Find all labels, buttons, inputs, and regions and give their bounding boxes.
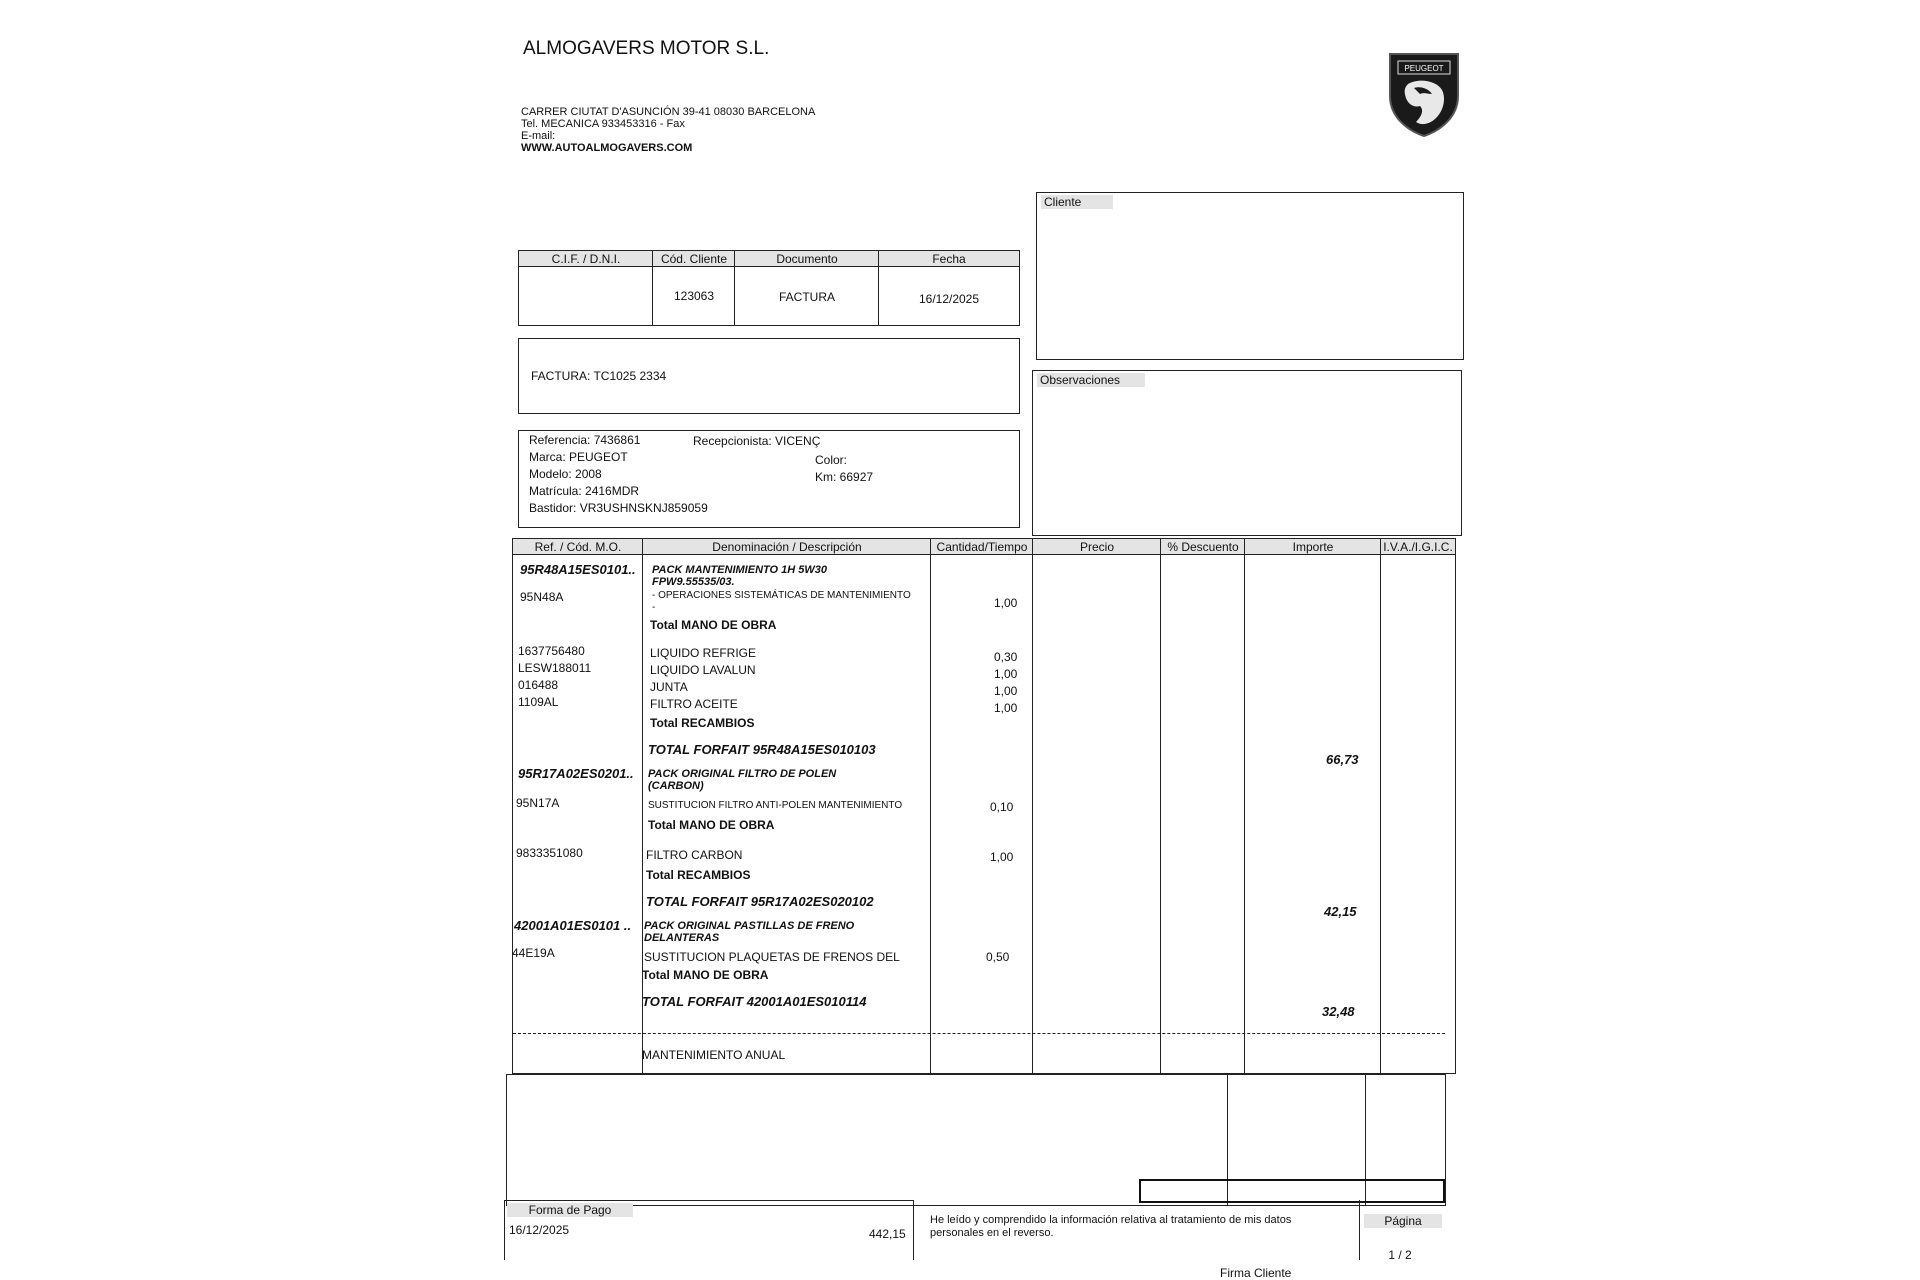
line-qty: 1,00: [994, 684, 1018, 698]
privacy-box: [912, 1200, 1360, 1280]
line-desc-b: FPW9.55535/03.: [652, 576, 735, 588]
line-desc-b: (CARBON): [648, 780, 704, 792]
line-qty: 1,00: [990, 850, 1014, 864]
pagina-value: 1 / 2: [1388, 1248, 1412, 1262]
line-qty: 1,00: [994, 667, 1018, 681]
line-desc: Total MANO DE OBRA: [642, 968, 769, 982]
line-total-forfait: TOTAL FORFAIT 95R48A15ES010103: [648, 742, 876, 757]
line-desc: Total MANO DE OBRA: [648, 818, 775, 832]
line-desc: [652, 590, 911, 614]
line-desc-b: -: [652, 602, 656, 613]
line-desc: FILTRO CARBON: [646, 848, 743, 862]
line-desc: [644, 920, 854, 944]
cliente-label: Cliente: [1041, 195, 1113, 209]
vehicle-info-box: [518, 430, 1020, 528]
line-desc: LIQUIDO REFRIGE: [650, 646, 757, 660]
line-ref: 1109AL: [518, 695, 559, 709]
line-qty: 0,50: [986, 950, 1010, 964]
logo-text: PEUGEOT: [1404, 64, 1444, 73]
col-header-iva: I.V.A./I.G.I.C.: [1381, 539, 1455, 555]
line-desc: JUNTA: [650, 680, 688, 694]
col-header-cif: C.I.F. / D.N.I.: [519, 251, 653, 267]
company-name: ALMOGAVERS MOTOR S.L.: [523, 38, 770, 59]
vehicle-marca: Marca: PEUGEOT: [529, 450, 628, 464]
line-desc-b: DELANTERAS: [644, 932, 720, 944]
line-ref: 016488: [518, 678, 559, 692]
line-ref: 95R17A02ES0201..: [518, 766, 634, 781]
vehicle-recepcionista: Recepcionista: VICENÇ: [693, 434, 821, 448]
line-ref: 44E19A: [512, 946, 555, 960]
line-ref: 95N17A: [516, 796, 560, 810]
forma-pago-label: Forma de Pago: [507, 1203, 633, 1217]
line-ref: 95N48A: [520, 590, 564, 604]
privacy-text: He leído y comprendido la información relativa al tratamiento de mis datos personales en el reverso.: [930, 1214, 1292, 1239]
col-header-descripcion: Denominación / Descripción: [643, 539, 931, 555]
vehicle-matricula: Matrícula: 2416MDR: [529, 484, 640, 498]
cliente-box: [1036, 192, 1464, 360]
vehicle-bastidor: Bastidor: VR3USHNSKNJ859059: [529, 501, 708, 515]
line-desc: SUSTITUCION PLAQUETAS DE FRENOS DEL: [644, 950, 900, 964]
line-desc: FILTRO ACEITE: [650, 697, 738, 711]
col-header-fecha: Fecha: [879, 251, 1019, 267]
line-ref: 9833351080: [516, 846, 583, 860]
forma-pago-date: 16/12/2025: [509, 1223, 570, 1237]
col-header-importe: Importe: [1245, 539, 1381, 555]
col-header-cod-cliente: Cód. Cliente: [653, 251, 735, 267]
observaciones-box: [1032, 370, 1462, 536]
vehicle-referencia: Referencia: 7436861: [529, 433, 641, 447]
fecha-value: 16/12/2025: [918, 292, 980, 306]
company-web: WWW.AUTOALMOGAVERS.COM: [521, 142, 693, 154]
line-ref: 95R48A15ES0101..: [520, 562, 636, 577]
vehicle-color: Color:: [815, 453, 848, 467]
line-total-forfait: TOTAL FORFAIT 42001A01ES010114: [642, 994, 867, 1009]
pagina-label: Página: [1364, 1214, 1442, 1228]
line-desc: [648, 768, 836, 792]
line-ref: 1637756480: [518, 644, 585, 658]
forma-pago-box: [504, 1200, 914, 1260]
peugeot-logo-icon: [1384, 52, 1464, 138]
documento-value: FACTURA: [778, 290, 835, 304]
line-qty: 1,00: [994, 701, 1018, 715]
line-importe: 66,73: [1326, 752, 1359, 767]
observaciones-label: Observaciones: [1037, 373, 1145, 387]
line-desc-a: PACK ORIGINAL PASTILLAS DE FRENO: [644, 920, 855, 932]
firma-cliente-label: Firma Cliente: [1220, 1266, 1292, 1280]
vehicle-modelo: Modelo: 2008: [529, 467, 602, 481]
line-desc-a: PACK ORIGINAL FILTRO DE POLEN: [648, 768, 837, 780]
line-importe: 32,48: [1322, 1004, 1355, 1019]
company-address: CARRER CIUTAT D'ASUNCIÓN 39-41 08030 BARCELONA: [521, 106, 816, 118]
line-importe: 42,15: [1324, 904, 1357, 919]
line-desc: Total RECAMBIOS: [646, 868, 751, 882]
line-desc: SUSTITUCION FILTRO ANTI-POLEN MANTENIMIENTO: [648, 800, 903, 811]
col-header-ref: Ref. / Cód. M.O.: [513, 539, 643, 555]
pagina-box: [1360, 1210, 1444, 1260]
company-email: E-mail:: [521, 130, 556, 142]
line-total-forfait: TOTAL FORFAIT 95R17A02ES020102: [646, 894, 874, 909]
line-ref: LESW188011: [518, 661, 592, 675]
totals-area: [506, 1074, 1446, 1206]
line-desc: Total MANO DE OBRA: [650, 618, 777, 632]
forma-pago-amount: 442,15: [869, 1227, 906, 1241]
line-desc: LIQUIDO LAVALUN: [650, 663, 756, 677]
line-desc: Total RECAMBIOS: [650, 716, 755, 730]
col-header-cantidad: Cantidad/Tiempo: [931, 539, 1033, 555]
line-desc: MANTENIMIENTO ANUAL: [642, 1048, 786, 1062]
line-ref: 42001A01ES0101 ..: [514, 918, 632, 933]
line-desc-a: PACK MANTENIMIENTO 1H 5W30: [652, 564, 828, 576]
line-desc-a: - OPERACIONES SISTEMÁTICAS DE MANTENIMIENTO: [652, 590, 911, 601]
company-phone: Tel. MECANICA 933453316 - Fax: [521, 118, 685, 130]
col-header-precio: Precio: [1033, 539, 1161, 555]
col-header-descuento: % Descuento: [1161, 539, 1245, 555]
line-desc: [652, 564, 827, 588]
col-header-documento: Documento: [735, 251, 879, 267]
invoice-number: FACTURA: TC1025 2334: [531, 369, 667, 383]
line-qty: 0,30: [994, 650, 1018, 664]
cod-cliente-value: 123063: [673, 289, 715, 303]
line-qty: 0,10: [990, 800, 1014, 814]
vehicle-km: Km: 66927: [815, 470, 874, 484]
line-qty: 1,00: [994, 596, 1018, 610]
document-info-table: [518, 250, 1020, 326]
invoice-number-box: [518, 338, 1020, 414]
